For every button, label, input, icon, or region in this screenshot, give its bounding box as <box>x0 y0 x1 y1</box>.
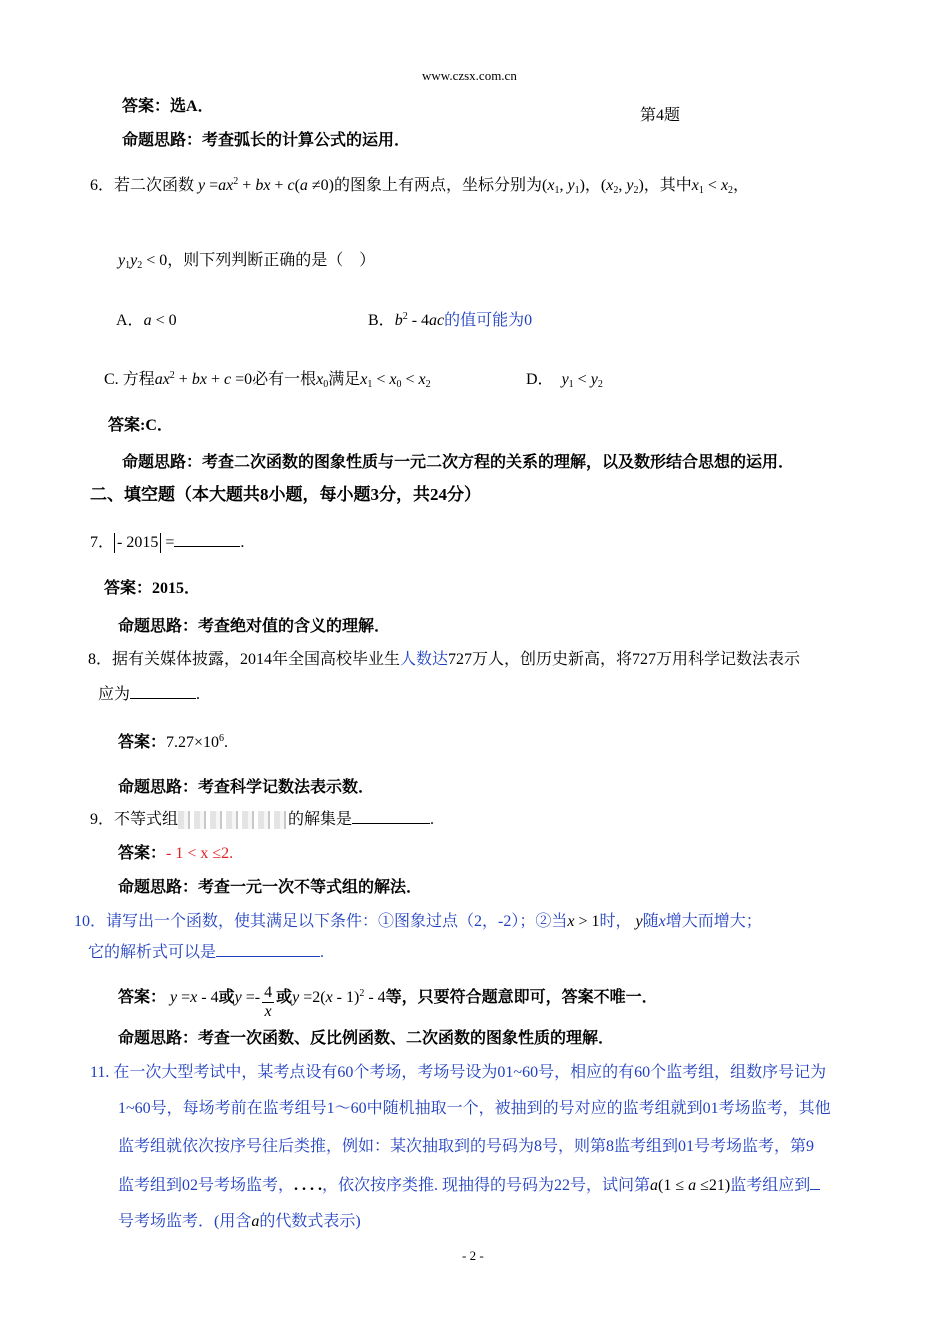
q6-text-d: ，则下列判断正确的是（ ） <box>167 252 376 269</box>
page-number: - 2 - <box>462 1248 484 1263</box>
q8-stem-2: 应为 . <box>98 686 201 703</box>
q9-answer: 答案：- 1 < x ≤2. <box>118 845 234 862</box>
inequality-system-image <box>178 811 288 829</box>
q10-idea: 命题思路：考查一次函数、反比例函数、二次函数的图象性质的理解． <box>118 1030 615 1047</box>
q11-line4: 监考组到02号考场监考，. . . .，依次按序类推. 现抽得的号码为22号，试问第a(1 ≤ a ≤21)监考组应到 <box>118 1175 820 1196</box>
q5-idea: 命题思路：考查弧长的计算公式的运用． <box>122 132 411 149</box>
q7-answer: 答案：2015． <box>104 580 201 597</box>
q10-answer: 答案： y =x - 4或y =- $\frac{4}{x}$ 或y =2(x - 1)$^2$ - 4等，只要符合题意即可，答案不唯一． <box>118 984 658 1020</box>
q8-blue-text: 人数达 <box>400 651 449 668</box>
q9-answer-value: - 1 < x ≤2. <box>166 845 234 862</box>
section-title: 二、填空题（本大题共8小题，每小题3分，共24分） <box>90 485 481 504</box>
q7-idea: 命题思路：考查绝对值的含义的理解． <box>118 618 391 635</box>
q6-answer: 答案:C． <box>108 417 173 434</box>
q8-idea: 命题思路：考查科学记数法表示数． <box>118 779 375 796</box>
q6-option-a: A．a < 0 <box>116 312 177 329</box>
q6-idea: 命题思路：考查二次函数的图象性质与一元二次方程的关系的理解，以及数形结合思想的运用． <box>122 454 795 471</box>
q10-stem: 10．请写出一个函数，使其满足以下条件：①图象过点（2，-2）；②当x > 1时， y随x增大而增大； <box>74 913 762 930</box>
q6-option-b-tail: 的值可能为0 <box>444 312 533 329</box>
q6-stem-2: $y_1y_2 < 0$，则下列判断正确的是（ ） <box>118 252 376 271</box>
q6-option-c: C. 方程$ax^2$ + bx + c =0必有一根$x_0$满足$x_1 < x_0 < x_2$ <box>104 370 431 390</box>
q5-answer: 答案：选A． <box>122 98 214 115</box>
q6-num: 6． <box>90 177 115 194</box>
q10-stem-2: 它的解析式可以是 . <box>88 944 325 961</box>
q7-abs-value: - 2015 <box>114 533 161 553</box>
q6-stem: 6．若二次函数 $y =ax^2$ + bx + c(a ≠0)的图象上有两点，坐标分别为($x_1$, $y_1$)，($x_2$, $y_2$)，其中$x_1 < x_2$， <box>90 176 750 196</box>
q6-option-d: D． $y_1 < y_2$ <box>526 371 603 390</box>
q7-stem: 7． - 2015 = . <box>90 534 245 551</box>
header-site: www.czsx.com.cn <box>422 68 517 83</box>
q11-line5: 号考场监考．(用含a的代数式表示) <box>118 1213 361 1230</box>
q11-line1: 11. 在一次大型考试中，某考点设有60个考场，考场号设为01~60号，相应的有60个监考组，组数序号记为 <box>90 1064 827 1081</box>
q9-stem: 9．不等式组 的解集是 . <box>90 811 435 828</box>
q6-text-a: 若二次函数 <box>114 177 195 194</box>
q6-option-b: B．$b^2 - 4ac$的值可能为0 <box>368 311 533 329</box>
q11-line3: 监考组就依次按序号往后类推，例如：某次抽取到的号码为8号，则第8监考组到01号考场监考，第9 <box>118 1138 815 1155</box>
q8-answer: 答案：$7.27\times 10^6$. <box>118 733 229 751</box>
q9-idea: 命题思路：考查一元一次不等式组的解法． <box>118 879 423 896</box>
figure-caption: 第4题 <box>640 107 681 124</box>
q11-line2: 1~60号，每场考前在监考组号1～60中随机抽取一个，被抽到的号对应的监考组就到01考场监考，其他 <box>118 1100 831 1117</box>
q6-text-c: ，其中 <box>643 177 692 194</box>
q6-text-b: 的图象上有两点，坐标分别为 <box>334 177 543 194</box>
q8-stem: 8．据有关媒体披露，2014年全国高校毕业生人数达727万人，创历史新高，将727万用科学记数法表示 <box>88 651 801 668</box>
